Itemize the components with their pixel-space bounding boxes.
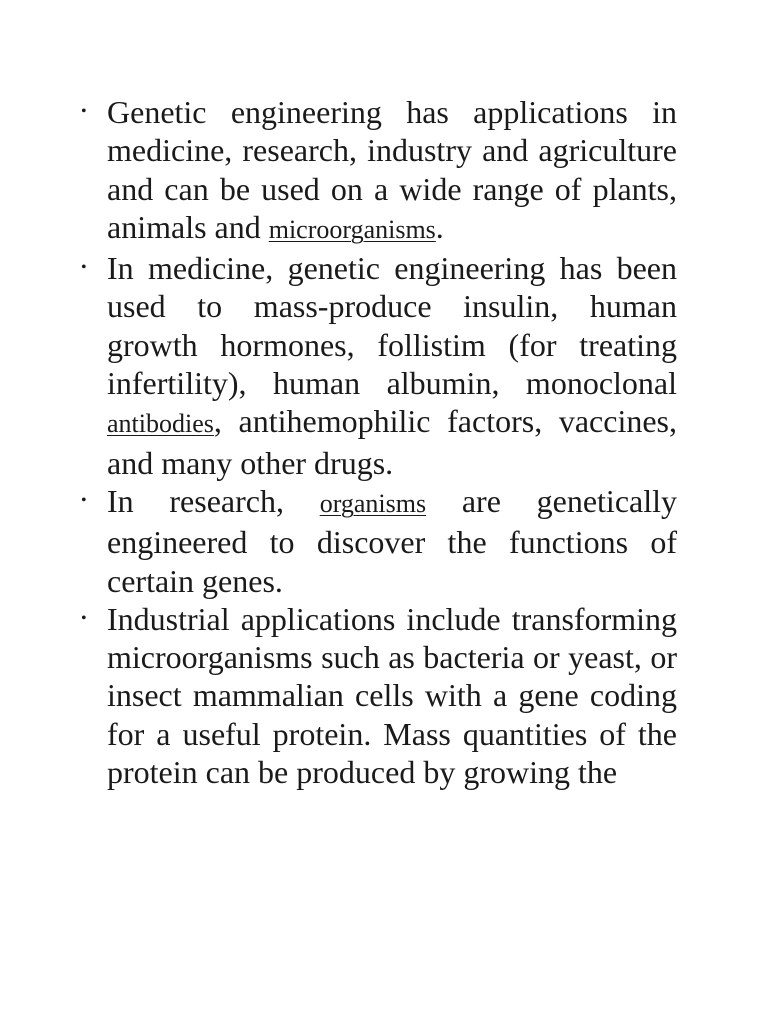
bullet-item-industrial [81,600,677,791]
bullet-dot-icon: • [81,103,87,120]
bullet-text-end: are genetically engineered to discover the functions of certain genes. [107,482,677,599]
bullet-dot-icon: • [81,491,87,509]
bullet-text: In research, [107,482,320,519]
bullet-text-end: , antihemophilic factors, vaccines, and many other drugs. [107,403,677,481]
link-organisms[interactable]: organisms [319,488,427,518]
bullet-list [81,93,677,791]
bullet-dot-icon: • [81,609,87,627]
link-microorganisms[interactable]: microorganisms [268,214,436,244]
bullet-dot-icon: • [81,259,87,277]
bullet-text: Genetic engineering has applications in medicine, research, industry and agriculture and can be used on a wide range of plants, animals and [107,94,677,245]
bullet-text: In medicine, genetic engineering has been used to mass-produce insulin, human growth hormones, follistim (for treating infertility), human albumin, monoclonal [107,250,677,402]
bullet-text-end: . [435,208,444,245]
bullet-item-medicine [81,249,677,482]
bullet-item-research [81,482,677,600]
bullet-item-applications [81,93,677,249]
bullet-text: Industrial applications include transforming microorganisms such as bacteria or yeast, or insect mammalian cells with a gene coding for a useful protein. Mass quantities of the protein can be produced by growing the [107,600,677,791]
link-antibodies[interactable]: antibodies [107,409,214,439]
